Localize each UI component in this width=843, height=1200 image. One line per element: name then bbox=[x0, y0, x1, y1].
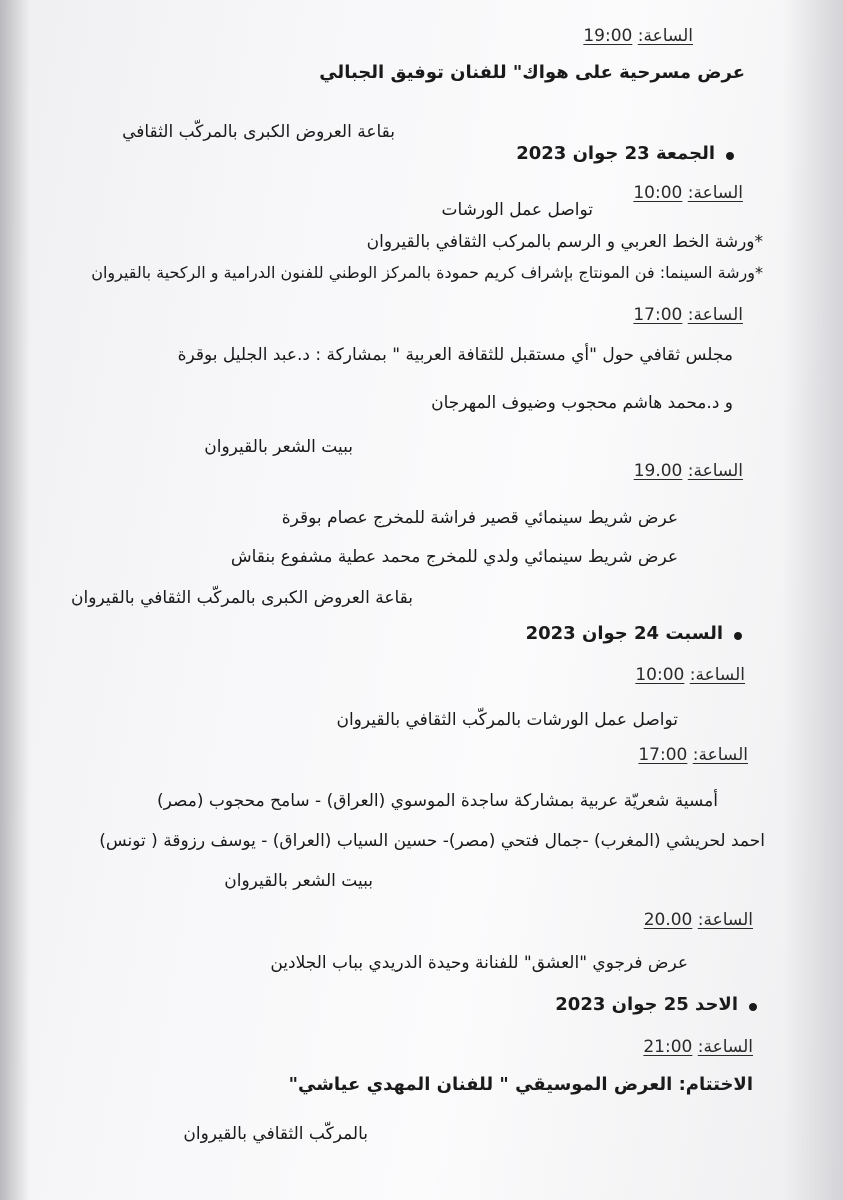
event-line: احمد لحريشي (المغرب) -جمال فتحي (مصر)- حسين السياب (العراق) - يوسف رزوقة ( تونس) bbox=[99, 831, 765, 851]
time-value: 10:00 bbox=[633, 183, 683, 203]
time-value: 20.00 bbox=[643, 910, 693, 930]
time-row bbox=[633, 183, 743, 203]
page-shadow-right bbox=[783, 0, 843, 1200]
time-row bbox=[635, 665, 745, 685]
event-venue: بقاعة العروض الكبرى بالمركّب الثقافي bbox=[122, 122, 395, 142]
time-row bbox=[633, 305, 743, 325]
event-line: *ورشة السينما: فن المونتاج بإشراف كريم حمودة بالمركز الوطني للفنون الدرامية و الركحية بالقيروان bbox=[91, 263, 763, 282]
event-line: مجلس ثقافي حول "أي مستقبل للثقافة العربية " بمشاركة : د.عبد الجليل بوقرة bbox=[177, 345, 733, 365]
day-heading: الجمعة 23 جوان 2023 bbox=[516, 143, 715, 164]
time-value: 19:00 bbox=[583, 26, 633, 46]
bullet-icon bbox=[734, 632, 742, 640]
event-line: أمسية شعريّة عربية بمشاركة ساجدة الموسوي (العراق) - سامح محجوب (مصر) bbox=[156, 791, 718, 811]
event-venue: ببيت الشعر بالقيروان bbox=[224, 871, 373, 891]
bullet-icon bbox=[726, 152, 734, 160]
event-line: عرض شريط سينمائي قصير فراشة للمخرج عصام بوقرة bbox=[281, 508, 678, 528]
time-label: الساعة: bbox=[637, 26, 693, 46]
day-heading: الاحد 25 جوان 2023 bbox=[555, 994, 738, 1015]
time-row bbox=[634, 461, 743, 481]
time-label: الساعة: bbox=[689, 665, 745, 685]
event-line: تواصل عمل الورشات bbox=[441, 200, 593, 220]
time-label: الساعة: bbox=[697, 1037, 753, 1057]
time-label: الساعة: bbox=[687, 461, 743, 481]
time-value: 19.00 bbox=[633, 461, 683, 481]
event-title: الاختتام: العرض الموسيقي " للفنان المهدي عياشي" bbox=[288, 1074, 753, 1095]
time-row bbox=[638, 745, 748, 765]
time-label: الساعة: bbox=[697, 910, 753, 930]
page-shadow-left bbox=[0, 0, 30, 1200]
event-line: و د.محمد هاشم محجوب وضيوف المهرجان bbox=[431, 393, 733, 413]
event-venue: بالمركّب الثقافي بالقيروان bbox=[183, 1124, 368, 1144]
time-label: الساعة: bbox=[687, 183, 743, 203]
time-value: 21:00 bbox=[643, 1037, 693, 1057]
time-row bbox=[644, 910, 753, 930]
event-line: *ورشة الخط العربي و الرسم بالمركب الثقافي بالقيروان bbox=[366, 232, 763, 252]
time-label: الساعة: bbox=[692, 745, 748, 765]
time-value: 17:00 bbox=[633, 305, 683, 325]
time-row bbox=[643, 1037, 753, 1057]
bullet-icon bbox=[749, 1003, 757, 1011]
event-title: عرض مسرحية على هواك" للفنان توفيق الجبالي bbox=[319, 62, 745, 83]
time-value: 10:00 bbox=[635, 665, 685, 685]
event-line: تواصل عمل الورشات بالمركّب الثقافي بالقيروان bbox=[336, 710, 678, 730]
event-venue: بقاعة العروض الكبرى بالمركّب الثقافي بالقيروان bbox=[71, 588, 413, 608]
time-row bbox=[583, 26, 693, 46]
event-venue: ببيت الشعر بالقيروان bbox=[204, 437, 353, 457]
day-heading: السبت 24 جوان 2023 bbox=[525, 623, 723, 644]
event-line: عرض شريط سينمائي ولدي للمخرج محمد عطية مشفوع بنقاش bbox=[230, 547, 678, 567]
event-line: عرض فرجوي "العشق" للفنانة وحيدة الدريدي بباب الجلادين bbox=[270, 953, 688, 973]
time-value: 17:00 bbox=[638, 745, 688, 765]
time-label: الساعة: bbox=[687, 305, 743, 325]
